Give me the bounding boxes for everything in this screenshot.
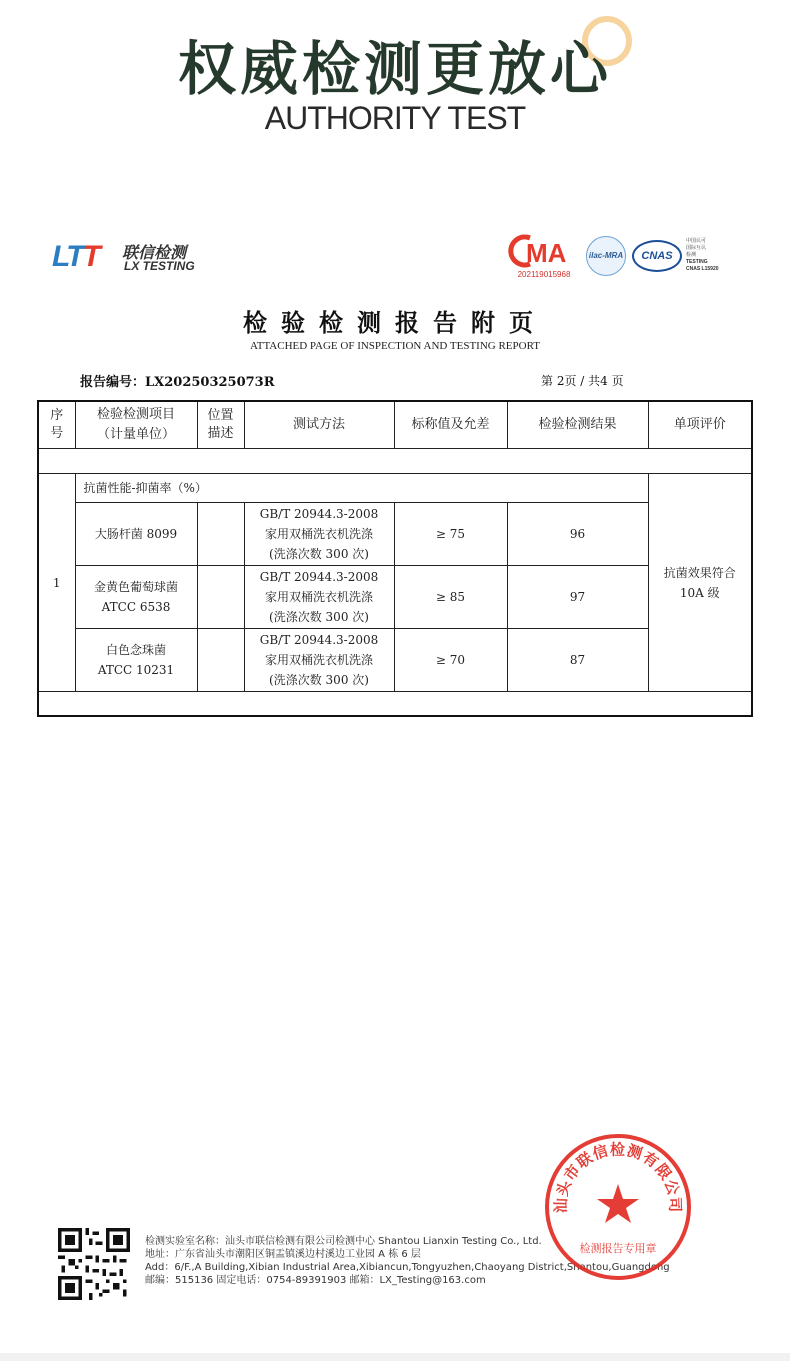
table-row bbox=[38, 566, 752, 629]
brand-name-en: LX TESTING bbox=[124, 259, 195, 273]
item-cell: 白色念珠菌 ATCC 10231 bbox=[75, 629, 197, 692]
report-number: 报告编号：LX20250325073R bbox=[80, 375, 275, 390]
header-result: 检验检测结果 bbox=[507, 401, 648, 449]
table-footer-spacer-row bbox=[38, 692, 752, 717]
qr-code-icon bbox=[58, 1228, 130, 1300]
stamp-ring-text: 汕头市联信检测有限公司 bbox=[551, 1140, 685, 1214]
evaluation-cell: 抗菌效果符合10A 级 bbox=[648, 474, 752, 692]
section-title: 抗菌性能-抑菌率（%） bbox=[75, 474, 648, 503]
bottom-bar bbox=[0, 1353, 790, 1361]
cma-label: MA bbox=[526, 238, 567, 268]
method-cell: GB/T 20944.3-2008 家用双桶洗衣机洗涤 (洗涤次数 300 次) bbox=[244, 629, 394, 692]
header-nominal: 标称值及允差 bbox=[394, 401, 507, 449]
method-cell: GB/T 20944.3-2008 家用双桶洗衣机洗涤 (洗涤次数 300 次) bbox=[244, 503, 394, 566]
table-section-row bbox=[38, 474, 752, 503]
seq-cell: 1 bbox=[38, 474, 75, 692]
table-spacer-row bbox=[38, 449, 752, 474]
footer-address-cn: 地址：广东省汕头市潮阳区铜盂镇溪边村溪边工业园 A 栋 6 层 bbox=[145, 1249, 421, 1260]
ilac-badge-icon: ilac-MRA bbox=[586, 236, 626, 276]
result-cell: 97 bbox=[507, 566, 648, 629]
item-cell: 大肠杆菌 8099 bbox=[75, 503, 197, 566]
page-indicator: 第 2页 / 共4 页 bbox=[541, 374, 624, 388]
hero-title: 权威检测更放心 bbox=[177, 35, 612, 103]
report-table bbox=[37, 400, 753, 717]
nominal-cell: ≥ 70 bbox=[394, 629, 507, 692]
report-subtitle: ATTACHED PAGE OF INSPECTION AND TESTING REPORT bbox=[250, 340, 540, 352]
table-row bbox=[38, 503, 752, 566]
hero-subtitle: AUTHORITY TEST bbox=[264, 100, 526, 136]
footer-contact: 邮编：515136 固定电话：0754-89391903 邮箱：LX_Testing@163.com bbox=[145, 1275, 486, 1286]
header-seq: 序号 bbox=[38, 401, 75, 449]
position-cell bbox=[197, 503, 244, 566]
cma-badge-icon bbox=[508, 234, 578, 268]
method-cell: GB/T 20944.3-2008 家用双桶洗衣机洗涤 (洗涤次数 300 次) bbox=[244, 566, 394, 629]
brand-name-cn: 联信检测 bbox=[122, 243, 187, 262]
report-title: 检验检测报告附页 bbox=[243, 308, 547, 337]
cnas-note: 中国认可 国际互认 检测 TESTING CNAS L15920 bbox=[686, 238, 719, 272]
position-cell bbox=[197, 566, 244, 629]
logo-mark-icon: LTT bbox=[52, 240, 99, 273]
official-stamp-icon bbox=[543, 1132, 693, 1282]
stamp-bottom-text: 检测报告专用章 bbox=[579, 1242, 657, 1255]
header-method: 测试方法 bbox=[244, 401, 394, 449]
nominal-cell: ≥ 85 bbox=[394, 566, 507, 629]
result-cell: 87 bbox=[507, 629, 648, 692]
item-cell: 金黄色葡萄球菌 ATCC 6538 bbox=[75, 566, 197, 629]
table-header-row bbox=[38, 401, 752, 449]
footer-address-en: Add：6/F.,A Building,Xibian Industrial Area,Xibiancun,Tongyuzhen,Chaoyang District,Shantou,Guangdong bbox=[145, 1262, 670, 1273]
header-evaluation: 单项评价 bbox=[648, 401, 752, 449]
result-cell: 96 bbox=[507, 503, 648, 566]
brand-logo bbox=[52, 240, 222, 274]
nominal-cell: ≥ 75 bbox=[394, 503, 507, 566]
cnas-badge-icon: CNAS bbox=[632, 240, 682, 272]
position-cell bbox=[197, 629, 244, 692]
cma-number: 202119015968 bbox=[517, 270, 571, 279]
header-item: 检验检测项目 （计量单位） bbox=[75, 401, 197, 449]
footer-lab-name: 检测实验室名称：汕头市联信检测有限公司检测中心 Shantou Lianxin Testing Co., Ltd. bbox=[145, 1236, 542, 1247]
table-row bbox=[38, 629, 752, 692]
header-position: 位置描述 bbox=[197, 401, 244, 449]
